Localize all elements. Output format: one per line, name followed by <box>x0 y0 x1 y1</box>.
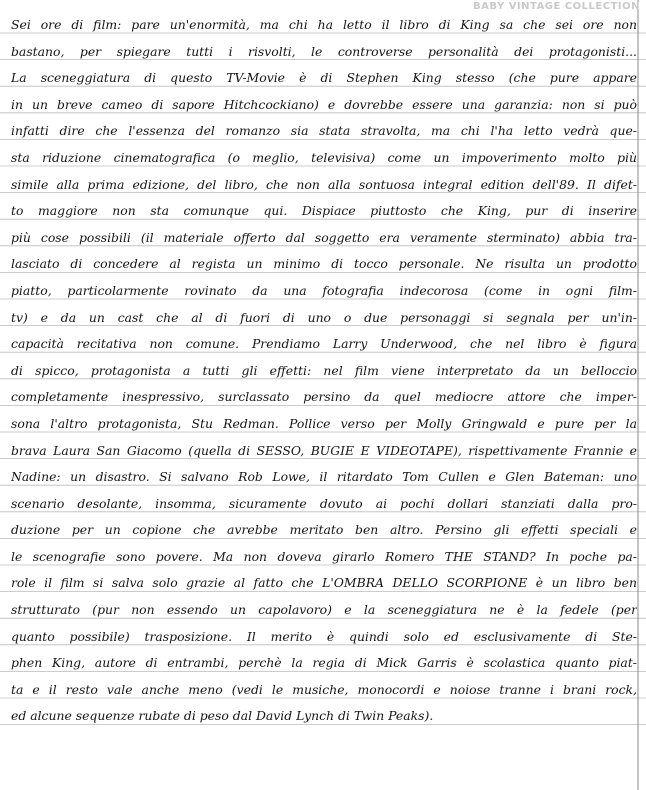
watermark: BABY VINTAGE COLLECTION <box>473 1 640 12</box>
text-line: tv) e da un cast che al di fuori di uno o due personaggi si segnala per un'in- <box>11 309 637 325</box>
text-line: in un breve cameo di sapore Hitchcockiano) e dovrebbe essere una garanzia: non si può <box>11 96 637 112</box>
text-line: bastano, per spiegare tutti i risvolti, le controverse personalità dei protagonisti... <box>11 43 637 59</box>
text-line: piatto, particolarmente rovinato da una fotografia indecorosa (come in ogni film- <box>11 282 637 298</box>
handwritten-text-block <box>11 12 637 730</box>
text-line: sta riduzione cinematografica (o meglio, televisiva) come un impoverimento molto più <box>11 149 637 165</box>
text-line: più cose possibili (il materiale offerto dal soggetto era veramente sterminato) abbia tra- <box>11 229 637 245</box>
text-line: duzione per un copione che avrebbe meritato ben altro. Persino gli effetti speciali e <box>11 522 637 538</box>
text-line: brava Laura San Giacomo (quella di SESSO, BUGIE E VIDEOTAPE), rispettivamente Frannie e <box>11 442 637 458</box>
text-line: scenario desolante, insomma, sicuramente dovuto ai pochi dollari stanziati dalla pro- <box>11 495 637 511</box>
text-line: Nadine: un disastro. Si salvano Rob Lowe, il ritardato Tom Cullen e Glen Bateman: uno <box>11 469 637 485</box>
text-line: di spicco, protagonista a tutti gli effetti: nel film viene interpretato da un belloccio <box>11 362 637 378</box>
text-line: quanto possibile) trasposizione. Il merito è quindi solo ed esclusivamente di Ste- <box>11 628 637 644</box>
text-line: infatti dire che l'essenza del romanzo sia stata stravolta, ma chi l'ha letto vedrà que- <box>11 123 637 139</box>
text-line: simile alla prima edizione, del libro, che non alla sontuosa integral edition dell'89. Il difet- <box>11 176 637 192</box>
text-line: role il film si salva solo grazie al fatto che L'OMBRA DELLO SCORPIONE è un libro ben <box>11 575 637 591</box>
text-line: phen King, autore di entrambi, perchè la regia di Mick Garris è scolastica quanto piat- <box>11 655 637 671</box>
text-line: ed alcune sequenze rubate di peso dal David Lynch di Twin Peaks). <box>11 708 434 724</box>
text-line: Sei ore di film: pare un'enormità, ma chi ha letto il libro di King sa che sei ore non <box>11 17 637 32</box>
text-line: capacità recitativa non comune. Prendiamo Larry Underwood, che nel libro è figura <box>11 336 637 352</box>
text-line: strutturato (pur non essendo un capolavoro) e la sceneggiatura ne è la fedele (per <box>11 602 637 618</box>
text-line: sona l'altro protagonista, Stu Redman. Pollice verso per Molly Gringwald e pure per la <box>11 415 637 431</box>
text-line: to maggiore non sta comunque qui. Dispiace piuttosto che King, pur di inserire <box>11 203 637 219</box>
text-line: le scenografie sono povere. Ma non doveva girarlo Romero THE STAND? In poche pa- <box>11 548 637 564</box>
text-line: ta e il resto vale anche meno (vedi le musiche, monocordi e noiose tranne i brani rock, <box>11 681 637 697</box>
text-line: completamente inespressivo, surclassato persino da quel mediocre attore che imper- <box>11 389 637 405</box>
text-line: lasciato di concedere al regista un minimo di tocco personale. Ne risulta un prodotto <box>11 256 637 272</box>
text-line: La sceneggiatura di questo TV-Movie è di Stephen King stesso (che pure appare <box>11 70 637 86</box>
